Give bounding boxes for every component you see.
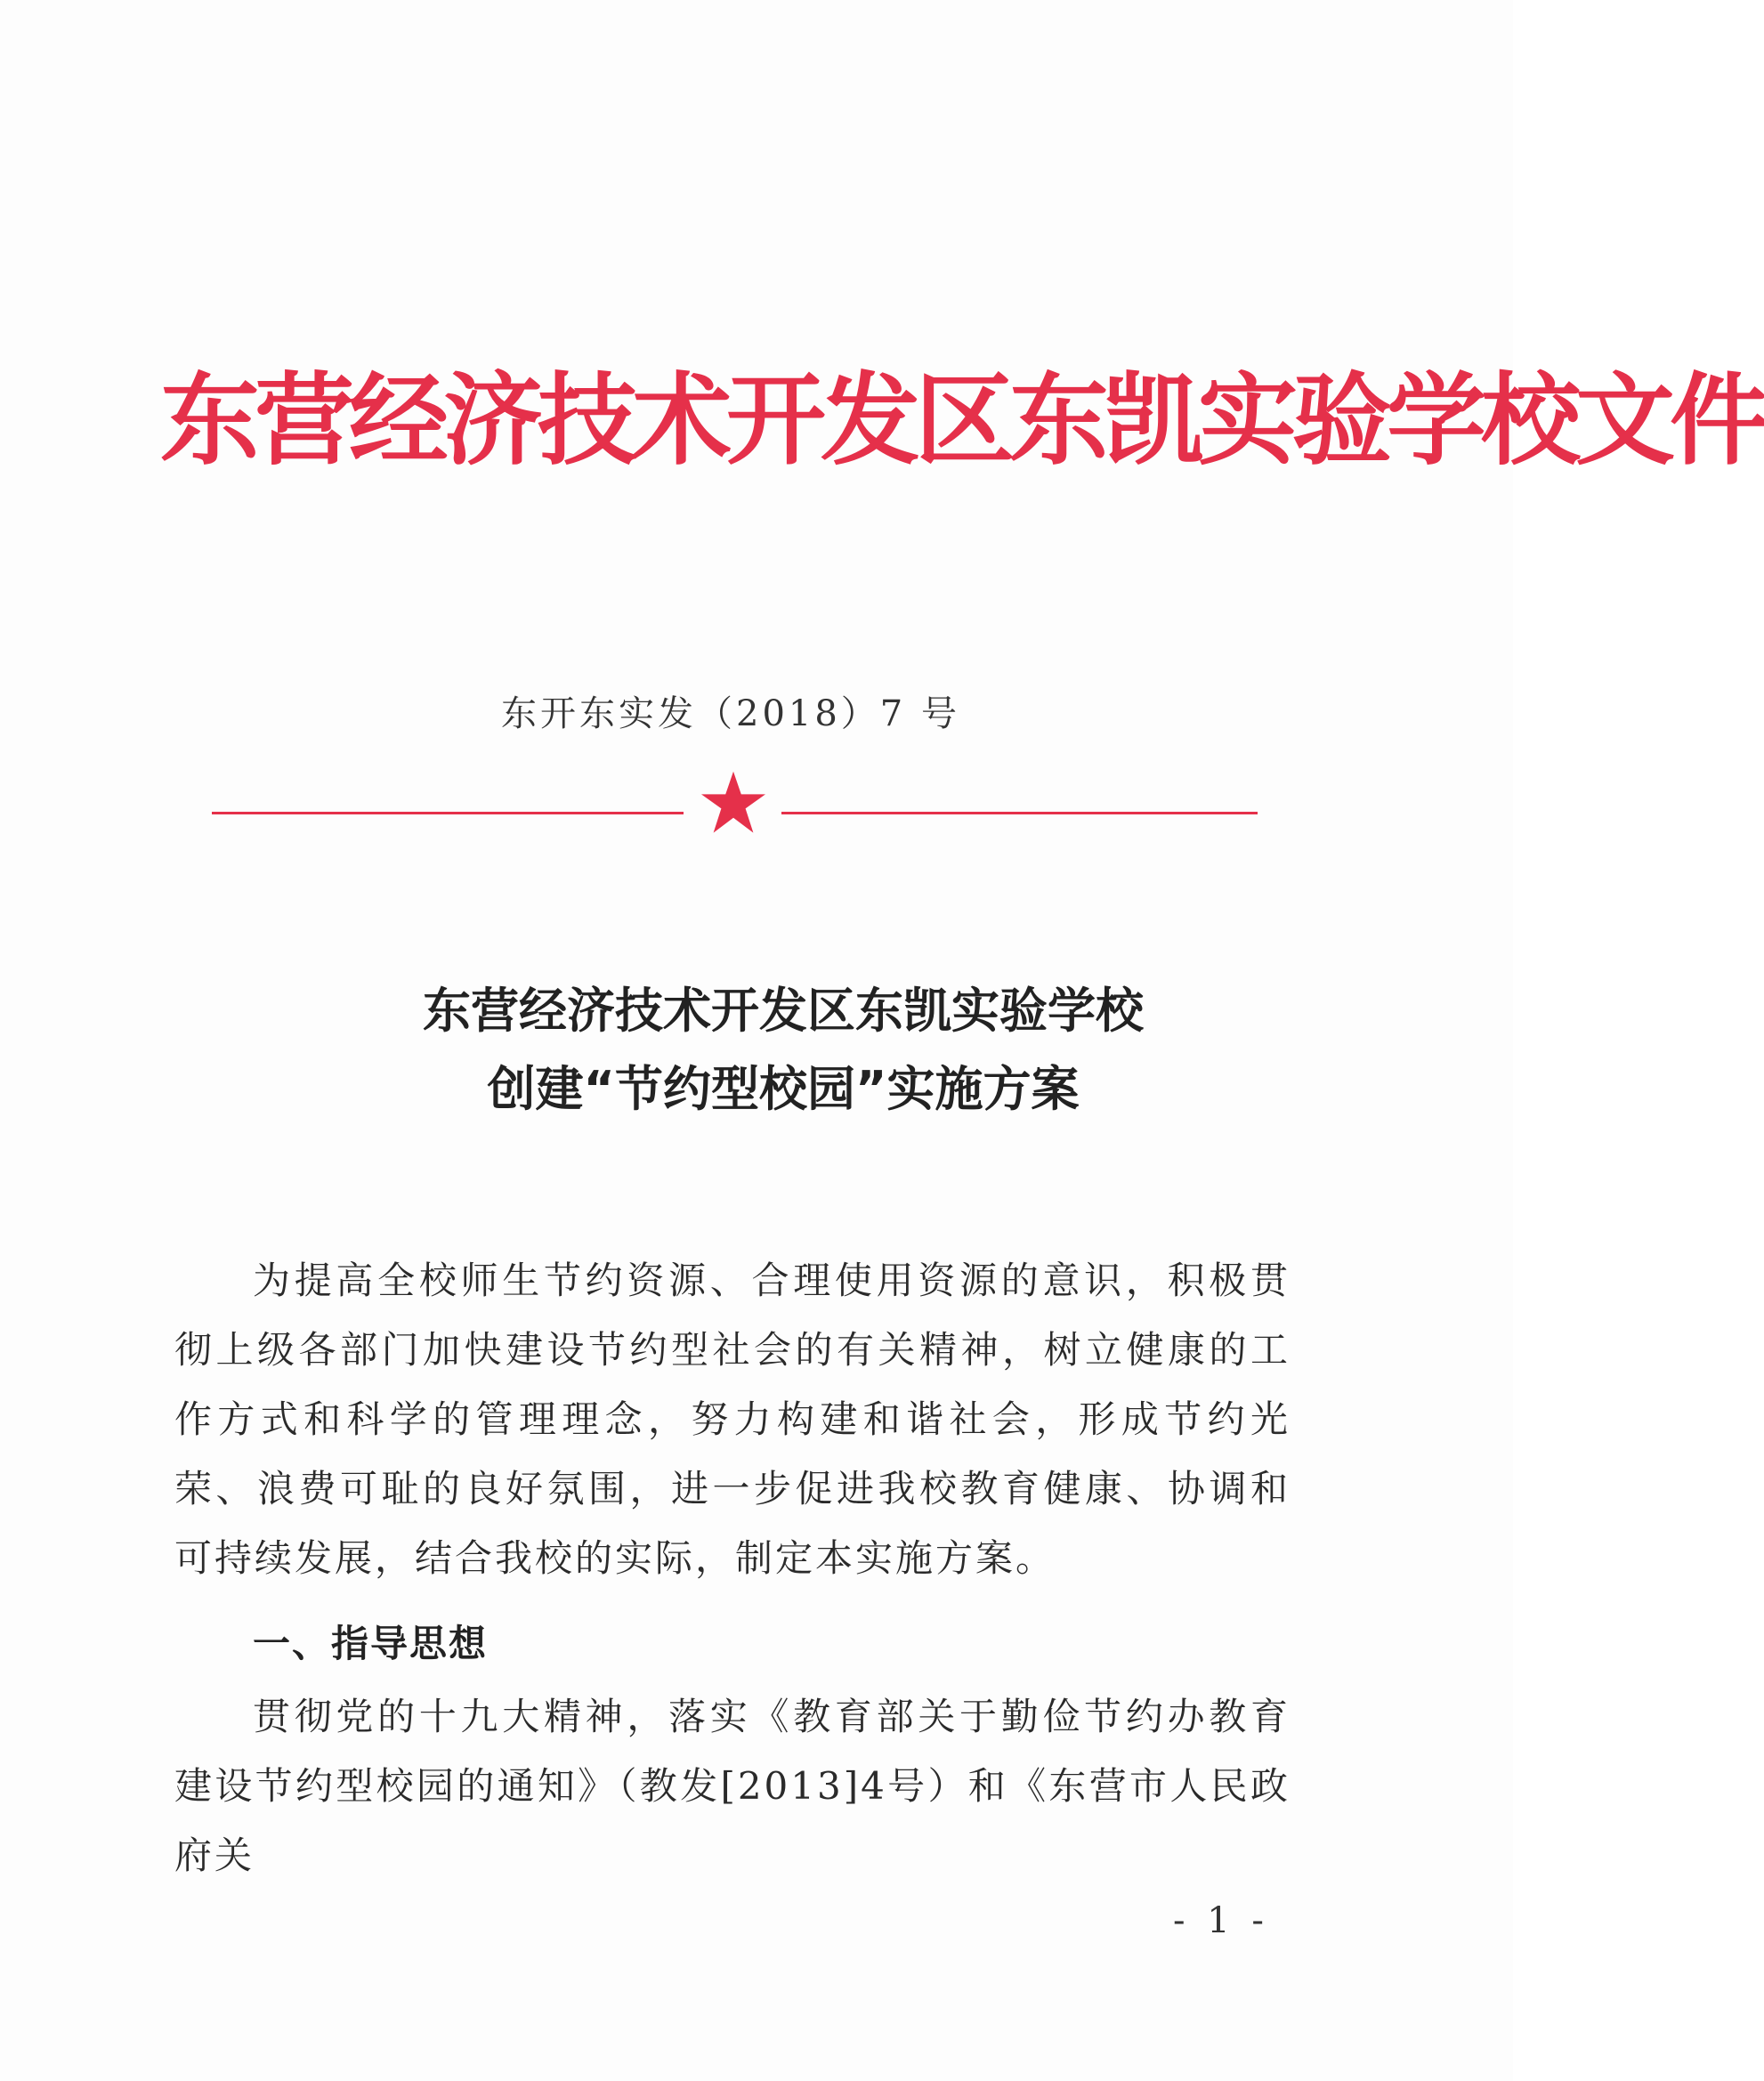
red-divider-left <box>212 812 684 814</box>
document-number: 东开东实发（2018）7 号 <box>501 693 960 734</box>
title-line-2: 创建“节约型校园”实施方案 <box>487 1061 1080 1117</box>
star-shape <box>701 772 765 833</box>
document-title <box>0 972 1566 1129</box>
red-divider-right <box>781 812 1258 814</box>
paragraph-intro: 为提高全校师生节约资源、合理使用资源的意识，积极贯彻上级各部门加快建设节约型社会的有关精神，树立健康的工作方式和科学的管理理念，努力构建和谐社会，形成节约光荣、浪费可耻的良好氛围，进一步促进我校教育健康、协调和可持续发展，结合我校的实际，制定本实施方案。 <box>174 1259 1291 1580</box>
section-heading-guiding-ideology: 一、指导思想 <box>253 1622 489 1665</box>
star-icon <box>698 767 769 838</box>
paragraph-guiding-ideology: 贯彻党的十九大精神，落实《教育部关于勤俭节约办教育建设节约型校园的通知》（教发[2013]4号）和《东营市人民政府关 <box>174 1695 1291 1877</box>
title-line-1: 东营经济技术开发区东凯实验学校 <box>423 983 1144 1039</box>
document-header: 东营经济技术开发区东凯实验学校文件 <box>160 363 1764 479</box>
page-number: - 1 - <box>1173 1900 1269 1941</box>
